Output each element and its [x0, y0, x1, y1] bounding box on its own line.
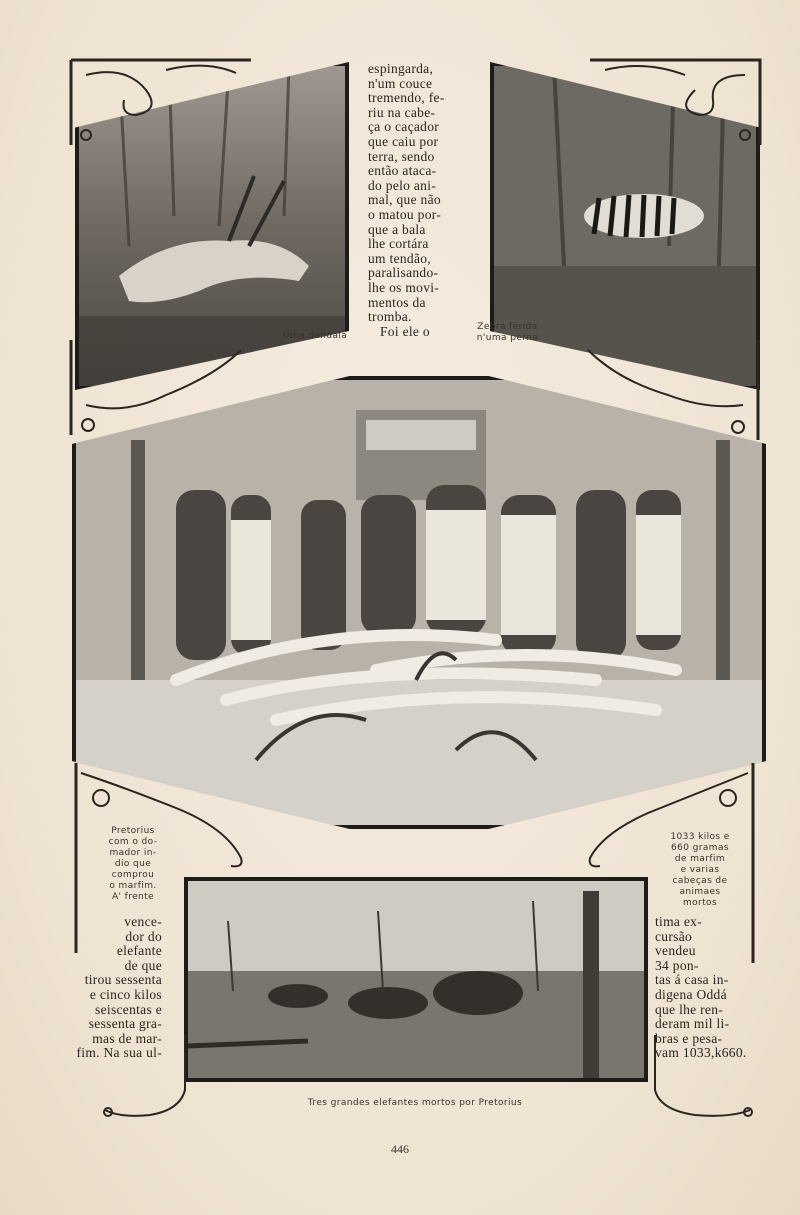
- caption-line: dio que: [114, 859, 152, 869]
- text-line: espingarda,: [368, 61, 434, 76]
- caption-line: comprou: [111, 870, 155, 880]
- text-line: 34 pon-: [655, 957, 699, 973]
- column-right: [655, 915, 765, 1061]
- caption-line: Tres grandes elefantes mortos por Pretorius: [307, 1098, 523, 1108]
- column-left: [62, 915, 162, 1061]
- text-line: cursão: [655, 928, 693, 944]
- text-line: mentos da: [368, 294, 426, 310]
- text-line: tremendo, fe-: [368, 90, 445, 106]
- caption-line: n'uma perna: [476, 333, 539, 343]
- text-line: digena Oddá: [655, 986, 727, 1002]
- text-line: vam 1033,k660.: [655, 1045, 747, 1061]
- caption-line: e varias: [680, 865, 720, 875]
- text-line: Foi ele o: [380, 323, 430, 339]
- text-line: tas á casa in-: [655, 972, 729, 988]
- text-line: fim. Na sua ul-: [76, 1045, 162, 1061]
- text-line: riu na cabe-: [368, 104, 436, 120]
- text-line: mal, que não: [368, 192, 441, 208]
- text-line: terra, sendo: [368, 148, 435, 164]
- text-line: que a bala: [368, 221, 426, 237]
- text-line: mas de mar-: [92, 1030, 162, 1046]
- text-line: vendeu: [655, 943, 696, 959]
- ornament-top-left: [66, 55, 256, 150]
- text-line: ça o caçador: [368, 119, 440, 135]
- text-line: um tendão,: [368, 250, 431, 266]
- text-line: tirou sessenta: [84, 972, 162, 988]
- text-line: lhe os movi-: [368, 279, 440, 295]
- text-line: de que: [124, 957, 162, 973]
- column-top: [368, 62, 464, 339]
- caption-line: mortos: [682, 898, 718, 908]
- caption-line: A' frente: [111, 892, 155, 902]
- caption-dandala: [270, 331, 360, 342]
- scroll-ornament-icon: [66, 55, 256, 150]
- ornament-top-right: [585, 55, 765, 150]
- caption-line: Pretorius: [111, 826, 155, 836]
- text-line: tima ex-: [655, 914, 703, 929]
- scroll-ornament-icon: [578, 335, 763, 445]
- caption-ivory: [660, 832, 740, 909]
- text-line: tromba.: [368, 309, 412, 325]
- text-line: dor do: [125, 928, 162, 944]
- page-number: 446: [391, 1142, 409, 1156]
- ornament-mid-left: [66, 335, 251, 440]
- text-line: sessenta gra-: [88, 1016, 162, 1032]
- ornament-mid-right: [578, 335, 763, 445]
- text-line: e cinco kilos: [89, 986, 162, 1002]
- text-line: bras e pesa-: [655, 1030, 723, 1046]
- text-line: paralisando-: [368, 265, 439, 281]
- scroll-ornament-icon: [585, 55, 765, 150]
- text-line: vence-: [124, 914, 162, 929]
- text-line: lhe cortára: [368, 236, 429, 252]
- elephants-image: [188, 881, 644, 1078]
- caption-line: Uma dandala: [282, 331, 348, 341]
- caption-line: mador in-: [109, 848, 157, 858]
- text-line: o matou por-: [368, 206, 442, 222]
- caption-line: animaes: [679, 887, 721, 897]
- text-line: deram mil li-: [655, 1016, 730, 1032]
- caption-zebra: [460, 322, 555, 344]
- text-line: então ataca-: [368, 163, 437, 179]
- text-line: n'um couce: [368, 75, 433, 91]
- caption-line: Zebra ferida: [477, 322, 538, 332]
- caption-line: de marfim: [674, 854, 726, 864]
- scroll-ornament-icon: [66, 335, 251, 440]
- text-line: que lhe ren-: [655, 1001, 724, 1017]
- caption-line: cabeças de: [672, 876, 728, 886]
- caption-line: com o do-: [108, 837, 158, 847]
- caption-line: o marfim.: [109, 881, 157, 891]
- text-line: seiscentas e: [95, 1001, 162, 1017]
- text-line: do pelo ani-: [368, 177, 437, 193]
- text-line: elefante: [116, 943, 162, 959]
- caption-line: 660 gramas: [671, 843, 729, 853]
- caption-line: 1033 kilos e: [670, 832, 730, 842]
- caption-elephants: [250, 1098, 580, 1109]
- caption-pretorius: [98, 826, 168, 903]
- text-line: que caiu por: [368, 133, 439, 149]
